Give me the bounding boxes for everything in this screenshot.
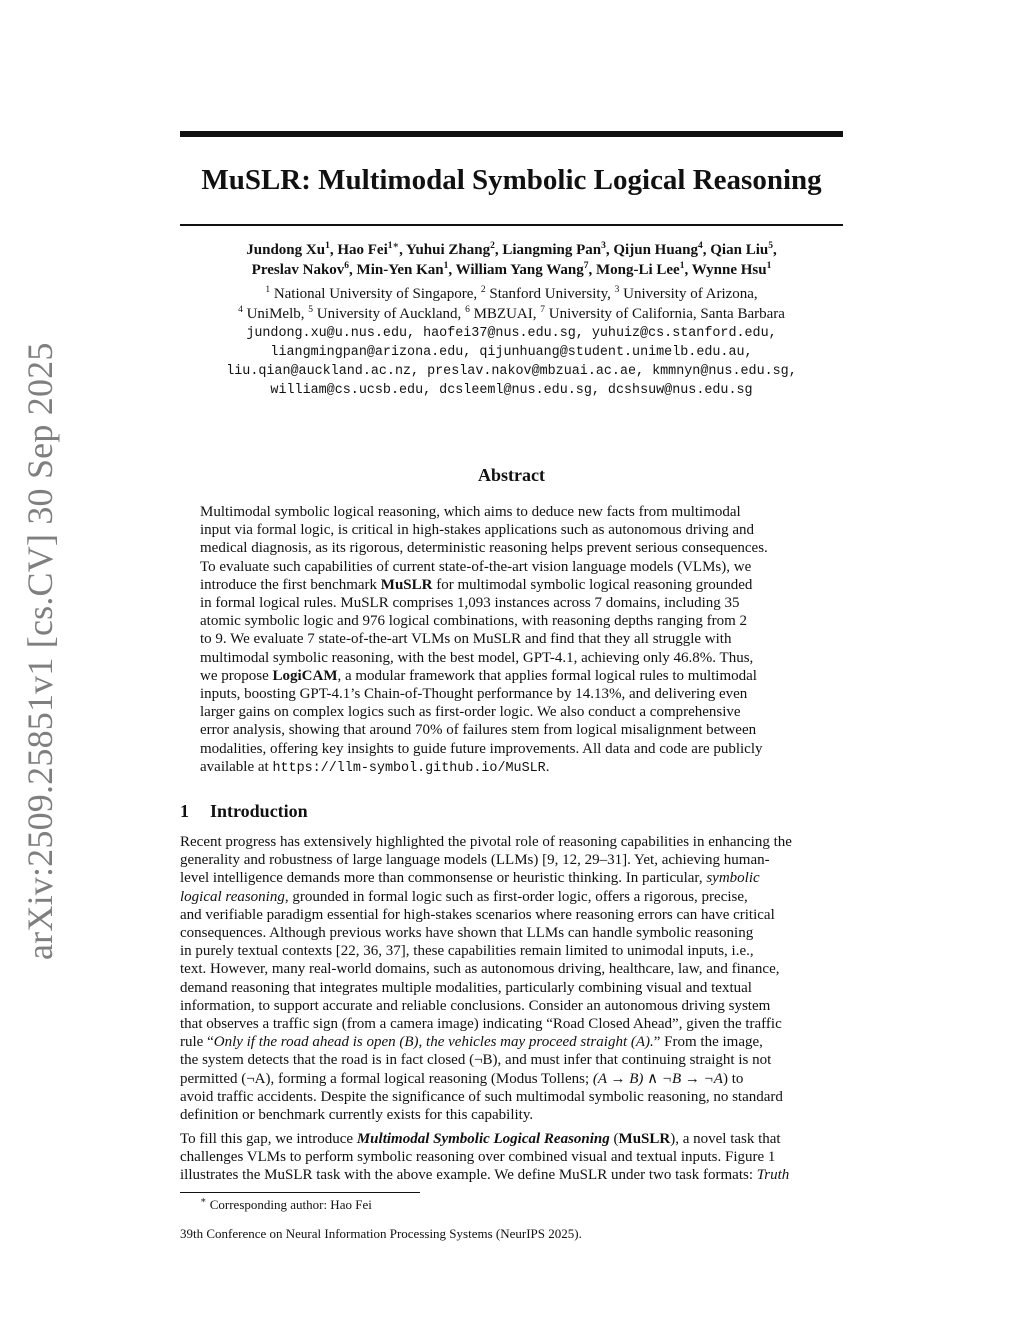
affiliation-name: Stanford University, bbox=[485, 286, 615, 302]
author-affiliation-mark: 1 bbox=[443, 261, 449, 271]
emphasis-text: Truth bbox=[756, 1167, 790, 1184]
body-line: definition or benchmark currently exists for this capability. bbox=[180, 1107, 534, 1124]
footnote bbox=[200, 1196, 840, 1214]
affiliation-name: University of Arizona, bbox=[619, 286, 758, 302]
affiliation-mark: 6 bbox=[465, 305, 470, 315]
body-line bbox=[180, 1166, 843, 1184]
author-affiliation-mark: 7 bbox=[583, 261, 589, 271]
title-rule-bottom bbox=[180, 224, 843, 226]
abstract-line: to 9. We evaluate 7 state-of-the-art VLMs on MuSLR and find that they all struggle with bbox=[200, 631, 732, 648]
abstract-text: available at bbox=[200, 758, 273, 775]
author-affiliation-mark: 6 bbox=[344, 261, 350, 271]
author-affiliation-mark: 4 bbox=[698, 241, 703, 251]
author-name: , Qian Liu bbox=[702, 242, 769, 258]
traffic-rule-quote: Only if the road ahead is open (B), the vehicles may proceed straight (A). bbox=[213, 1034, 654, 1051]
affiliation-mark: 1 bbox=[265, 285, 271, 295]
body-text: illustrates the MuSLR task with the above example. We define MuSLR under two task formats: bbox=[180, 1167, 757, 1184]
affiliation-name: UniMelb, bbox=[242, 306, 309, 322]
body-line: consequences. Although previous works have shown that LLMs can handle symbolic reasoning bbox=[180, 925, 754, 942]
footnote-mark: ∗ bbox=[200, 1196, 207, 1206]
body-text: permitted (¬A), forming a formal logical reasoning (Modus Tollens; bbox=[180, 1070, 593, 1087]
author-name: , Hao Fei bbox=[329, 242, 388, 258]
body-text: rule “ bbox=[180, 1034, 214, 1051]
author-affiliation-mark: 1∗ bbox=[387, 241, 400, 251]
body-line: the system detects that the road is in fact closed (¬B), and must infer that continuing straight is not bbox=[180, 1052, 772, 1069]
abstract-line bbox=[200, 758, 824, 778]
abstract-line: multimodal symbolic reasoning, with the best model, GPT-4.1, achieving only 46.8%. Thus, bbox=[200, 649, 754, 666]
body-text: ) to bbox=[722, 1070, 744, 1087]
author-affiliation-mark: 3 bbox=[601, 241, 606, 251]
author-name: , William Yang Wang bbox=[448, 262, 584, 278]
abstract-line: inputs, boosting GPT-4.1’s Chain-of-Thought performance by 14.13%, and delivering even bbox=[200, 686, 748, 703]
abstract-line bbox=[200, 667, 824, 685]
abstract-line: modalities, offering key insights to guide future improvements. All data and code are publicly bbox=[200, 740, 763, 757]
body-text: ( bbox=[609, 1131, 619, 1147]
task-acronym: MuSLR bbox=[618, 1131, 671, 1147]
affiliation-mark: 7 bbox=[540, 305, 545, 315]
affiliation-mark: 2 bbox=[480, 285, 486, 295]
abstract-body bbox=[200, 503, 824, 778]
introduction-paragraph-2 bbox=[180, 1130, 843, 1185]
footnote-rule bbox=[180, 1192, 420, 1193]
author-affiliation-mark: 5 bbox=[768, 241, 773, 251]
body-line: Recent progress has extensively highlighted the pivotal role of reasoning capabilities in enhancing the bbox=[180, 834, 792, 850]
author-name: , Yuhui Zhang bbox=[399, 242, 491, 258]
body-line bbox=[180, 1130, 843, 1148]
body-line bbox=[180, 1033, 843, 1051]
body-line: text. However, many real-world domains, such as autonomous driving, healthcare, law, and finance, bbox=[180, 961, 780, 978]
body-text: ” From the image, bbox=[653, 1034, 763, 1051]
author-name: , Liangming Pan bbox=[494, 242, 602, 258]
abstract-line: input via formal logic, is critical in high-stakes applications such as autonomous driving and bbox=[200, 522, 755, 539]
body-text: level intelligence demands more than commonsense or heuristic thinking. In particular, bbox=[180, 870, 707, 887]
email-list bbox=[160, 324, 863, 400]
body-line bbox=[180, 1070, 843, 1088]
body-line: demand reasoning that integrates multiple modalities, particularly combining visual and textual bbox=[180, 979, 752, 996]
body-line: that observes a traffic sign (from a camera image) indicating “Road Closed Ahead”, given the traffic bbox=[180, 1016, 782, 1033]
body-line bbox=[180, 869, 843, 887]
abstract-line: larger gains on complex logics such as first-order logic. We also conduct a comprehensive bbox=[200, 704, 741, 721]
section-number: 1 bbox=[180, 801, 189, 821]
abstract-line bbox=[200, 576, 824, 594]
author-name: , Qijun Huang bbox=[605, 242, 699, 258]
author-line-1 bbox=[180, 240, 843, 260]
email-line: jundong.xu@u.nus.edu, haofei37@nus.edu.sg, yuhuiz@cs.stanford.edu, bbox=[246, 326, 777, 341]
affiliation-name: National University of Singapore, bbox=[270, 286, 481, 302]
author-list bbox=[180, 240, 843, 280]
title-rule-top bbox=[180, 131, 843, 137]
author-name: , Min-Yen Kan bbox=[349, 262, 444, 278]
benchmark-name: MuSLR bbox=[380, 576, 433, 593]
body-text: , grounded in formal logic such as first-order logic, offers a rigorous, precise, bbox=[284, 888, 748, 905]
abstract-text: . bbox=[545, 758, 550, 775]
author-affiliation-mark: 2 bbox=[490, 241, 495, 251]
abstract-text: , a modular framework that applies formal logical rules to multimodal bbox=[337, 667, 757, 684]
author-affiliation-mark: 1 bbox=[325, 241, 330, 251]
section-title: Introduction bbox=[210, 801, 308, 821]
author-affiliation-mark: 1 bbox=[679, 261, 685, 271]
abstract-text: for multimodal symbolic logical reasoning grounded bbox=[432, 576, 753, 593]
abstract-line: in formal logical rules. MuSLR comprises 1,093 instances across 7 domains, including 35 bbox=[200, 595, 740, 612]
affiliation-mark: 5 bbox=[308, 305, 313, 315]
author-name: , Mong-Li Lee bbox=[588, 262, 680, 278]
email-line: william@cs.ucsb.edu, dcsleeml@nus.edu.sg, dcshsuw@nus.edu.sg bbox=[270, 383, 753, 398]
logic-formula: (A → B) ∧ ¬B → ¬A bbox=[592, 1070, 723, 1087]
introduction-paragraph-1 bbox=[180, 833, 843, 1124]
abstract-line: Multimodal symbolic logical reasoning, which aims to deduce new facts from multimodal bbox=[200, 504, 741, 520]
abstract-line: To evaluate such capabilities of current state-of-the-art vision language models (VLMs), we bbox=[200, 558, 752, 575]
email-line: liu.qian@auckland.ac.nz, preslav.nakov@mbzuai.ac.ae, kmmnyn@nus.edu.sg, bbox=[226, 364, 797, 379]
abstract-line: atomic symbolic logic and 976 logical combinations, with reasoning depths ranging from 2 bbox=[200, 613, 747, 630]
conference-note: 39th Conference on Neural Information Processing Systems (NeurIPS 2025). bbox=[180, 1226, 582, 1241]
author-affiliation-mark: 1 bbox=[766, 261, 772, 271]
affiliation-list bbox=[180, 284, 843, 324]
email-line: liangmingpan@arizona.edu, qijunhuang@student.unimelb.edu.au, bbox=[270, 345, 753, 360]
affiliation-line-1 bbox=[180, 284, 843, 304]
body-text: ), a novel task that bbox=[670, 1131, 781, 1147]
body-line: in purely textual contexts [22, 36, 37], these capabilities remain limited to unimodal inputs, i.e., bbox=[180, 943, 754, 960]
body-line: avoid traffic accidents. Despite the significance of such multimodal symbolic reasoning, no standard bbox=[180, 1088, 783, 1105]
emphasis-text: logical reasoning bbox=[180, 888, 285, 905]
abstract-text: we propose bbox=[200, 667, 273, 684]
footnote-text: Corresponding author: Hao Fei bbox=[206, 1197, 372, 1212]
author-name: Preslav Nakov bbox=[251, 262, 345, 278]
author-name: Jundong Xu bbox=[246, 242, 326, 258]
body-line: generality and robustness of large language models (LLMs) [9, 12, 29–31]. Yet, achieving human- bbox=[180, 852, 770, 869]
body-text: To fill this gap, we introduce bbox=[180, 1131, 357, 1147]
author-separator: , bbox=[772, 242, 777, 258]
emphasis-text: symbolic bbox=[706, 870, 760, 887]
affiliation-mark: 3 bbox=[614, 285, 620, 295]
affiliation-name: MBZUAI, bbox=[469, 306, 541, 322]
author-name: , Wynne Hsu bbox=[684, 262, 767, 278]
task-name: Multimodal Symbolic Logical Reasoning bbox=[356, 1131, 610, 1147]
introduction-heading bbox=[180, 798, 843, 824]
body-line bbox=[180, 888, 843, 906]
affiliation-mark: 4 bbox=[238, 305, 243, 315]
affiliation-name: University of Auckland, bbox=[313, 306, 466, 322]
author-line-2 bbox=[180, 260, 843, 280]
body-line: and verifiable paradigm essential for high-stakes scenarios where reasoning errors can have critical bbox=[180, 906, 775, 923]
body-line: challenges VLMs to perform symbolic reasoning over combined visual and textual inputs. Figure 1 bbox=[180, 1149, 776, 1166]
framework-name: LogiCAM bbox=[272, 667, 338, 684]
arxiv-identifier-stamp: arXiv:2509.25851v1 [cs.CV] 30 Sep 2025 bbox=[20, 342, 60, 960]
abstract-line: medical diagnosis, as its rigorous, deterministic reasoning helps prevent serious consequences. bbox=[200, 540, 768, 557]
paper-title: MuSLR: Multimodal Symbolic Logical Reasoning bbox=[201, 164, 822, 196]
abstract-text: introduce the first benchmark bbox=[200, 576, 381, 593]
project-url-link[interactable]: https://llm-symbol.github.io/MuSLR bbox=[272, 760, 546, 776]
abstract-line: error analysis, showing that around 70% of failures stem from logical misalignment between bbox=[200, 722, 757, 739]
affiliation-line-2 bbox=[180, 304, 843, 324]
body-line: information, to support accurate and reliable conclusions. Consider an autonomous driving system bbox=[180, 997, 771, 1014]
affiliation-name: University of California, Santa Barbara bbox=[544, 306, 785, 322]
abstract-heading: Abstract bbox=[478, 465, 545, 485]
